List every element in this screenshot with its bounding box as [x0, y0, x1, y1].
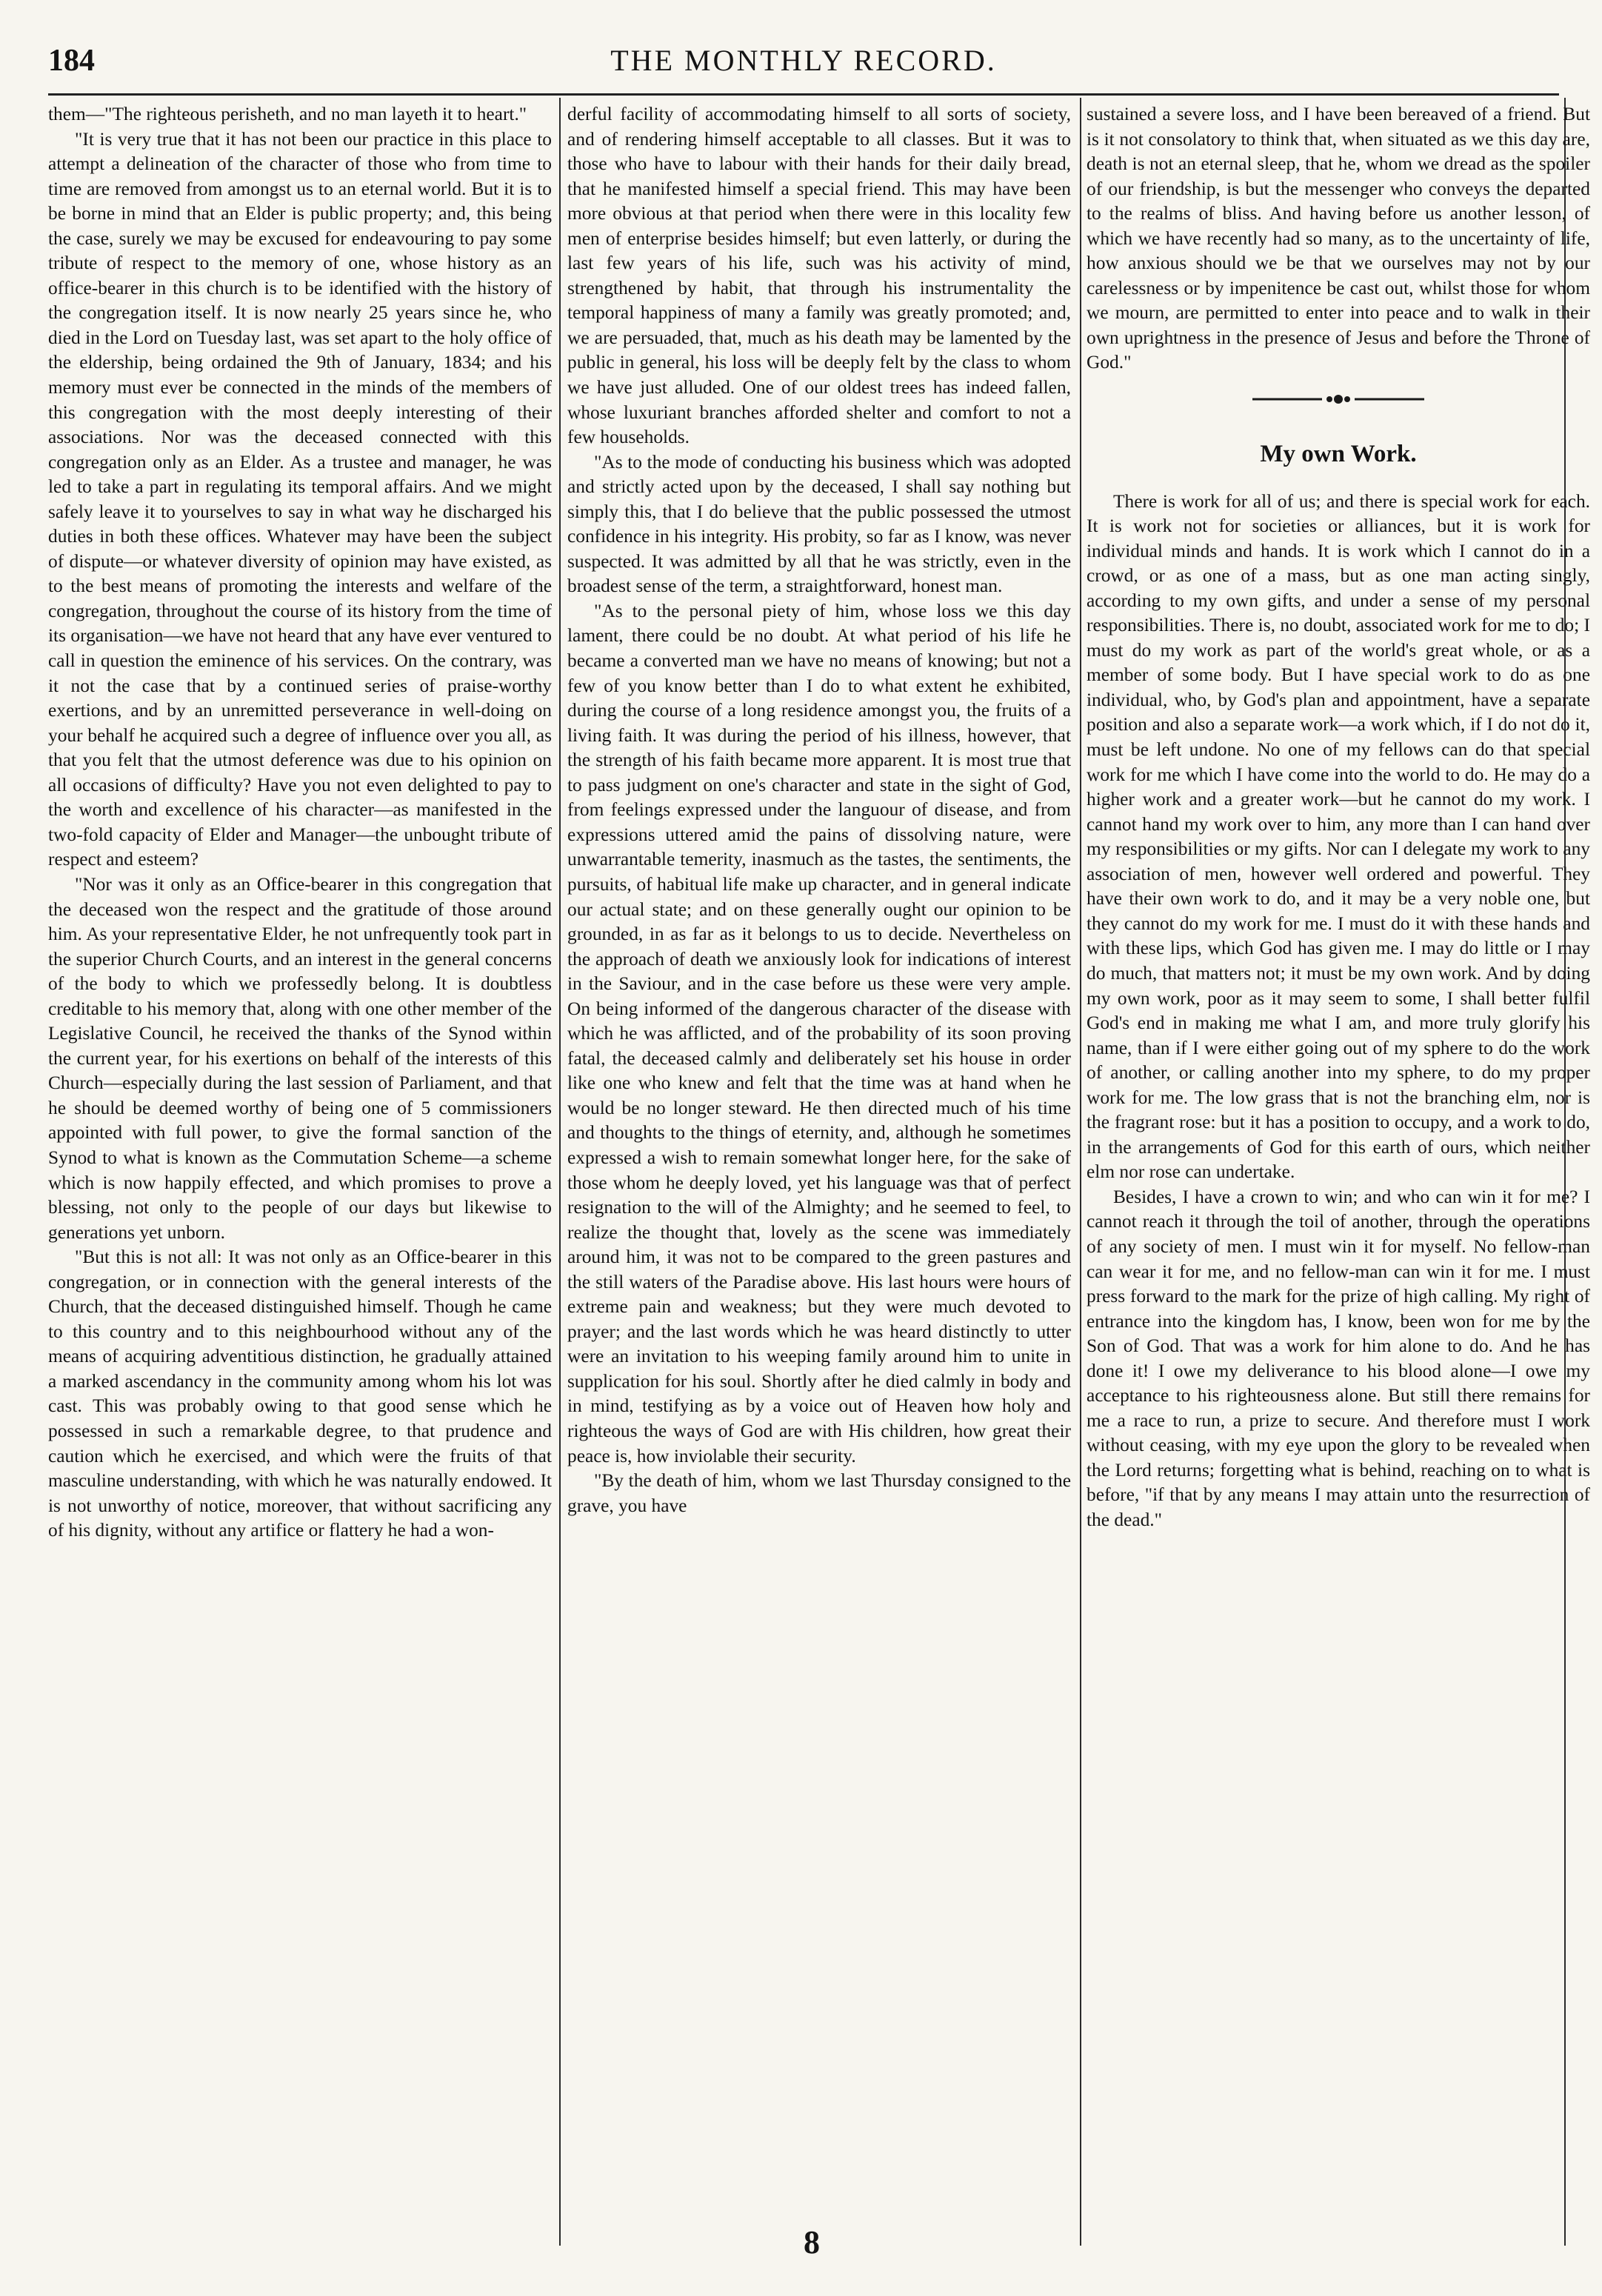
paragraph: derful facility of accommodating himself to all sorts of society, and of rendering himself acceptable to all classes. But it was to those who have to labour with their hands for their daily bread, that he manifested himself a special friend. This may have been more obvious at that period when there were in this locality few men of enterprise besides himself; but even latterly, or during the last few years of his life, such was his activity of mind, strengthened by habit, that through his instrumentality the temporal happiness of many a family was greatly promoted; and, we are persuaded, that, much as his death may be lamented by the public in general, his loss will be deeply felt by the class to whom we have just alluded. One of our oldest trees has indeed fallen, whose luxuriant branches afforded shelter and comfort to not a few households. [567, 104, 1071, 448]
header-rule [48, 93, 1559, 96]
paragraph: them—"The righteous perisheth, and no man layeth it to heart." [48, 104, 527, 124]
ornamental-divider [1249, 392, 1427, 407]
paragraph: sustained a severe loss, and I have been bereaved of a friend. But is it not consolatory to think that, when situated as we this day are, death is not an eternal sleep, that he, whom we dread as the spoiler of our friendship, is but the messenger who conveys the departed to the realms of bliss. And having before us another lesson, of which we have recently had so many, as to the uncertainty of life, how anxious should we be that we ourselves may not by our carelessness or by impenitence be cast out, whilst those for whom we mourn, are permitted to enter into peace and to walk in their own uprightness in the presence of Jesus and before the Throne of God." [1087, 104, 1590, 373]
paragraph: "As to the mode of conducting his business which was adopted and strictly acted upon by the deceased, I shall say nothing but simply this, that I do believe that the public possessed the utmost confidence in his integrity. His probity, so far as I know, was never suspected. It was admitted by all that he was strictly, even in the broadest sense of the term, a straightforward, honest man. [567, 451, 1071, 597]
paragraph: "But this is not all: It was not only as an Office-bearer in this congregation, or in connection with the general interests of the Church, that the deceased distinguished himself. Though he came to this country and to this neighbourhood without any of the means of acquiring adventitious distinction, he gradually attained a marked ascendancy in the community among whom his lot was cast. This was probably owing to that good sense which he possessed in such a remarkable degree, to that prudence and caution which he exercised, and which were the fruits of that masculine understanding, with which he was naturally endowed. It is not unworthy of notice, moreover, that without sacrificing any of his dignity, without any artifice or flattery he had a won- [48, 1247, 552, 1541]
column-middle [567, 102, 1071, 2220]
running-title: THE MONTHLY RECORD. [610, 44, 997, 77]
paragraph: Besides, I have a crown to win; and who can win it for me? I cannot reach it through the toil of another, through the operations of any society of men. I must win it for myself. No fellow-man can wear it for me, and no fellow-man can win it for me. I must press forward to the mark for the prize of high calling. My right of entrance into the kingdom has, I know, been won for me by the Son of God. That was a work for him alone to do. And he has done it! I owe my deliverance to his blood alone—I owe my acceptance to his righteousness alone. But still there remains for me a race to run, a prize to secure. And therefore must I work without ceasing, with my eye upon the glory to be revealed when the Lord returns; forgetting what is behind, reaching on to what is before, "if that by any means I may attain unto the resurrection of the dead." [1087, 1186, 1590, 1530]
column-right [1087, 102, 1590, 2220]
column-left [48, 102, 552, 2220]
column-rule-left [559, 98, 561, 2246]
signature-mark: 8 [804, 2224, 820, 2260]
article-title: My own Work. [1260, 441, 1417, 468]
paragraph: "By the death of him, whom we last Thursday consigned to the grave, you have [567, 1470, 1071, 1516]
paragraph: "It is very true that it has not been our practice in this place to attempt a delineation of the character of those who from time to time are removed from amongst us to an eternal world. But it is to be borne in mind that an Elder is public property; and, this being the case, surely we may be excused for endeavouring to pay some tribute of respect to the memory of one, whose history as an office-bearer in this church is to be identified with the history of the congregation itself. It is now nearly 25 years since he, who died in the Lord on Tuesday last, was set apart to the holy office of the eldership, being ordained the 9th of January, 1834; and his memory must ever be connected in the minds of the members of this congregation with the most deeply interesting of their associations. Nor was the deceased connected with this congregation only as an Elder. As a trustee and manager, he was led to take a part in regulating its temporal affairs. And we might safely leave it to yourselves to say in what way he discharged his duties in both these offices. Whatever may have been the subject of dispute—or whatever diversity of opinion may have existed, as to the best means of promoting the interests and welfare of the congregation, throughout the course of its history from the time of its organisation—we have not heard that any have ever ventured to call in question the eminence of his services. On the contrary, was it not the case that by a continued series of praise-worthy exertions, and by an unremitted perseverance in well-doing on your behalf he acquired such a degree of influence over you all, as that you felt that the utmost deference was due to his opinion on all occasions of difficulty? Have you not even delighted to pay to the worth and excellence of his character—as manifested in the two-fold capacity of Elder and Manager—the unbought tribute of respect and esteem? [48, 128, 552, 870]
page-number: 184 [48, 44, 95, 78]
paragraph: There is work for all of us; and there is special work for each. It is work not for societies or alliances, but it is work for individual minds and hands. It is work which I cannot do in a crowd, or as one of a mass, but as one man acting singly, according to my own gifts, and under a sense of my personal responsibilities. There is, no doubt, associated work for me to do; I must do my work as part of the world's great whole, or as a member of some body. But I have special work to do as one individual, who, by God's plan and appointment, have a separate position and also a separate work—a work which, if I do not do it, must be left undone. No one of my fellows can do that special work for me which I have come into the world to do. He may do a higher work and a greater work—but he cannot do my work. I cannot hand my work over to him, any more than I can hand over my responsibilities or my gifts. Nor can I delegate my work to any association of men, however well ordered and powerful. They have their own work to do, and it may be a very noble one, but they cannot do my work for me. I must do it with these hands and with these lips, which God has given me. I may do little or I may do much, that matters not; it must be my own work. And by doing my own work, poor as it may seem to some, I shall better fulfil God's end in making me what I am, and more truly glorify his name, than if I were either going out of my sphere to do the work of another, or calling another into my sphere, to do my proper work for me. The low grass that is not the branching elm, nor is the fragrant rose: but it has a position to occupy, and a work to do, in the arrangements of God for this earth of ours, which neither elm nor rose can undertake. [1087, 490, 1590, 1183]
paragraph: "As to the personal piety of him, whose loss we this day lament, there could be no doubt. At what period of his life he became a converted man we have no means of knowing; but not a few of you know better than I do to what extent he exhibited, during the course of a long residence amongst you, the fruits of a living faith. It was during the period of his illness, however, that the strength of his faith became more apparent. It is most true that to pass judgment on one's character and state in the sight of God, from feelings expressed under the languour of disease, and from expressions uttered amid the pains of dissolving nature, were unwarrantable temerity, inasmuch as the tastes, the sentiments, the pursuits, of habitual life make up character, and in general indicate our actual state; and on these generally ought our opinion to be grounded, in as far as it belongs to us to decide. Nevertheless on the approach of death we anxiously look for indications of interest in the Saviour, and in the case before us these were very ample. On being informed of the dangerous character of the disease with which he was afflicted, and of the probability of its soon proving fatal, the deceased calmly and deliberately set his house in order like one who knew and felt that the time was at hand when he would be no longer steward. He then directed much of his time and thoughts to the things of eternity, and, although he sometimes expressed a wish to remain somewhat longer here, for the sake of those whom he deeply loved, yet his language was that of perfect resignation to the will of the Almighty; and he seemed to feel, to realize the thought that, lovely as the scene was immediately around him, it was not to be compared to the green pastures and the still waters of the Paradise above. His last hours were hours of extreme pain and weakness; but they were much devoted to prayer; and the last words which he was heard distinctly to utter were an invitation to his weeping family around him to unite in supplication for his soul. Shortly after he died calmly in body and in mind, testifying as by a voice out of Heaven how holy and righteous the ways of God are with His children, how great their peace is, how inviolable their security. [567, 600, 1071, 1466]
paragraph: "Nor was it only as an Office-bearer in this congregation that the deceased won the respect and the gratitude of those around him. As your representative Elder, he not unfrequently took part in the superior Church Courts, and an interest in the general concerns of the body to which we professedly belong. It is doubtless creditable to his memory that, along with one other member of the Legislative Council, he received the thanks of the Synod within the current year, for his exertions on behalf of the interests of this Church—especially during the last session of Parliament, and that he should be deemed worthy of being one of 5 commissioners appointed with full power, to give the formal sanction of the Synod to what is known as the Commutation Scheme—a scheme which is now happily effected, and which promises to prove a blessing, not only to the people of our days but likewise to generations yet unborn. [48, 873, 552, 1243]
page-header [48, 43, 1559, 95]
column-rule-right [1080, 98, 1081, 2246]
